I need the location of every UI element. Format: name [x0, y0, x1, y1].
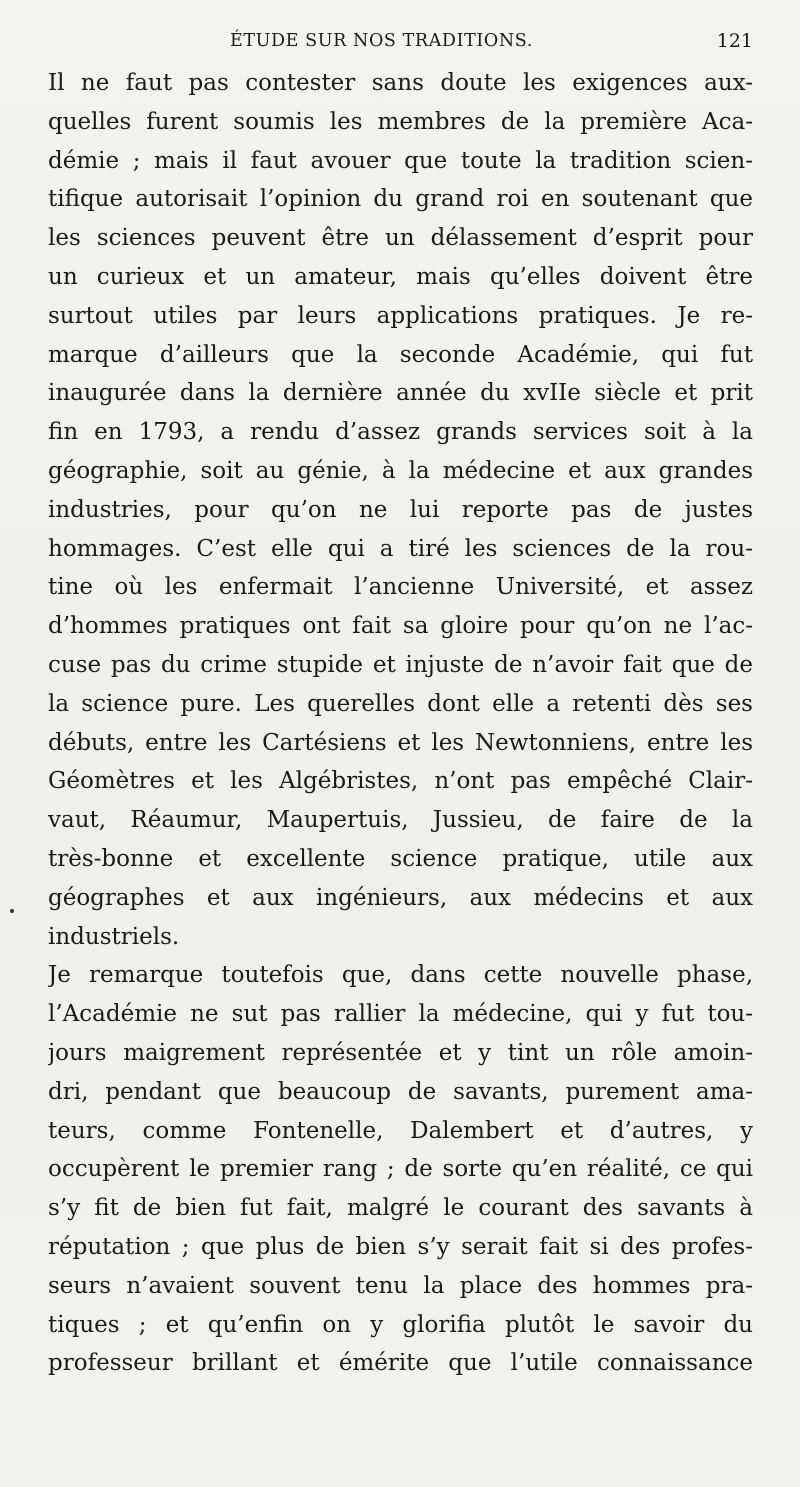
running-title: ÉTUDE SUR NOS TRADITIONS.	[230, 31, 533, 51]
text-line: tifique autorisait l’opinion du grand roi en soutenant que	[48, 186, 753, 213]
text-line: jours maigrement représentée et y tint un rôle amoin-	[48, 1039, 753, 1066]
text-line: d’hommes pratiques ont fait sa gloire pour qu’on ne l’ac-	[48, 613, 753, 640]
text-line: teurs, comme Fontenelle, Dalembert et d’autres, y	[48, 1117, 753, 1144]
text-line: cuse pas du crime stupide et injuste de n’avoir fait que de	[48, 651, 753, 678]
body-text	[48, 64, 753, 1383]
text-line: professeur brillant et émérite que l’utile connaissance	[48, 1350, 753, 1377]
text-line: un curieux et un amateur, mais qu’elles doivent être	[48, 263, 753, 290]
text-line: démie ; mais il faut avouer que toute la tradition scien-	[48, 147, 753, 174]
text-line: Géomètres et les Algébristes, n’ont pas empêché Clair-	[48, 768, 753, 795]
text-line: Je remarque toutefois que, dans cette nouvelle phase,	[48, 962, 753, 989]
text-line: marque d’ailleurs que la seconde Académie, qui fut	[48, 341, 753, 368]
text-line: débuts, entre les Cartésiens et les Newtonniens, entre les	[48, 729, 753, 756]
text-line: tine où les enfermait l’ancienne Université, et assez	[48, 574, 753, 601]
stray-ink-dot	[10, 909, 14, 913]
text-line: quelles furent soumis les membres de la première Aca-	[48, 108, 753, 135]
text-line: hommages. C’est elle qui a tiré les sciences de la rou-	[48, 535, 753, 562]
text-line: industries, pour qu’on ne lui reporte pas de justes	[48, 496, 753, 523]
text-line: inaugurée dans la dernière année du xvIIe siècle et prit	[48, 380, 753, 407]
text-line: l’Académie ne sut pas rallier la médecine, qui y fut tou-	[48, 1001, 753, 1028]
text-line: fin en 1793, a rendu d’assez grands services soit à la	[48, 419, 753, 446]
text-line: tiques ; et qu’enfin on y glorifia plutôt le savoir du	[48, 1311, 753, 1338]
text-line: géographes et aux ingénieurs, aux médecins et aux	[48, 884, 753, 911]
text-line: Il ne faut pas contester sans doute les exigences aux-	[48, 70, 753, 96]
text-line: géographie, soit au génie, à la médecine et aux grandes	[48, 457, 753, 484]
text-line: dri, pendant que beaucoup de savants, purement ama-	[48, 1078, 753, 1105]
text-line: seurs n’avaient souvent tenu la place des hommes pra-	[48, 1272, 753, 1299]
page-number: 121	[716, 30, 753, 52]
text-line: surtout utiles par leurs applications pratiques. Je re-	[48, 302, 753, 329]
page-header	[48, 26, 753, 56]
text-line: s’y fit de bien fut fait, malgré le courant des savants à	[48, 1195, 753, 1222]
text-line: occupèrent le premier rang ; de sorte qu’en réalité, ce qui	[48, 1156, 753, 1183]
text-line: vaut, Réaumur, Maupertuis, Jussieu, de faire de la	[48, 807, 753, 834]
text-line: très-bonne et excellente science pratique, utile aux	[48, 845, 753, 872]
text-line: la science pure. Les querelles dont elle a retenti dès ses	[48, 690, 753, 717]
text-line: industriels.	[48, 923, 180, 950]
text-line: les sciences peuvent être un délassement d’esprit pour	[48, 225, 753, 252]
text-line: réputation ; que plus de bien s’y serait fait si des profes-	[48, 1233, 753, 1260]
